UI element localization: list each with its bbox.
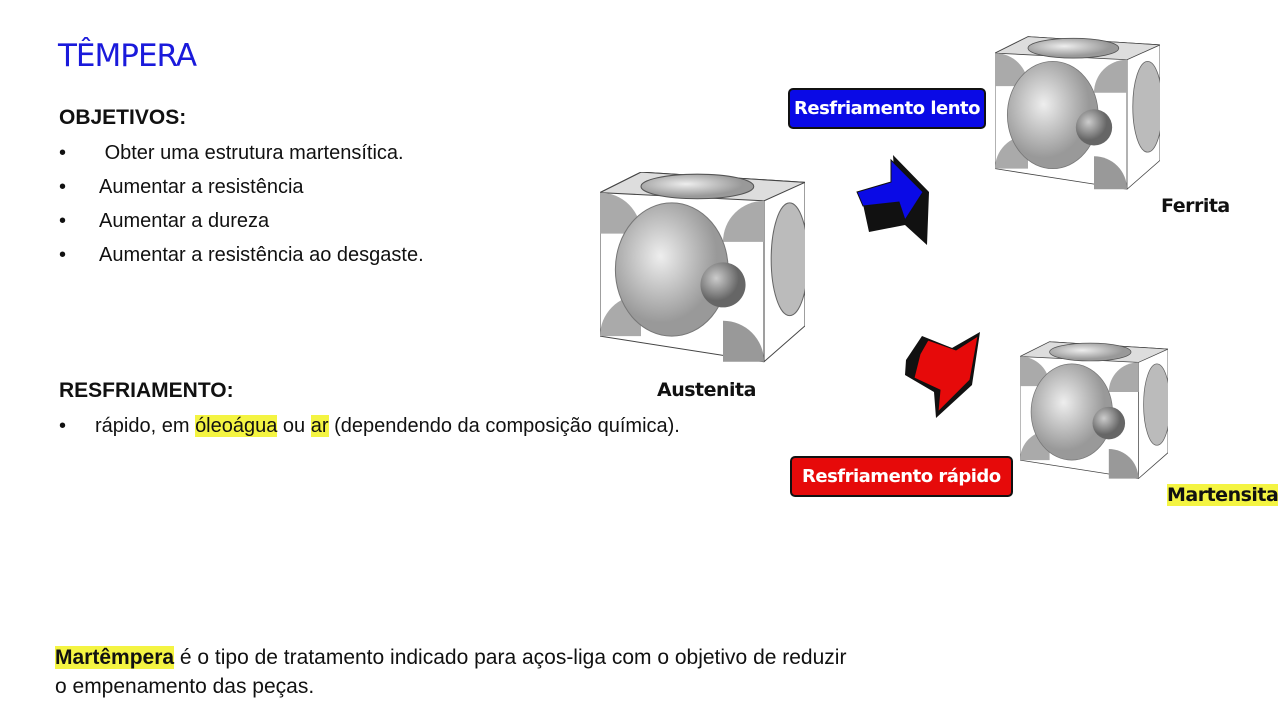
austenita-cube-image <box>600 172 805 367</box>
list-item: • Aumentar a resistência ao desgaste. <box>59 244 424 266</box>
list-item: • Aumentar a resistência <box>59 176 304 198</box>
list-item: • rápido, em óleoágua ou ar (dependendo da composição química). <box>59 415 680 437</box>
resfriamento-lento-label: Resfriamento lento <box>788 88 986 129</box>
slow-arrow-icon <box>855 150 935 250</box>
footer-note: Martêmpera é o tipo de tratamento indicado para aços-liga com o objetivo de reduzir o empenamento das peças. <box>55 646 847 698</box>
resfriamento-rapido-label: Resfriamento rápido <box>790 456 1013 497</box>
martensita-label: Martensita <box>1167 484 1279 506</box>
ferrita-cube-image <box>995 35 1160 195</box>
list-item: • Obter uma estrutura martensítica. <box>59 142 404 164</box>
slide-title: TÊMPERA <box>58 38 197 74</box>
martensita-cube-image <box>1020 322 1168 502</box>
list-item: • Aumentar a dureza <box>59 210 270 232</box>
austenita-label: Austenita <box>657 379 756 401</box>
ferrita-label: Ferrita <box>1161 195 1230 217</box>
fast-arrow-icon <box>900 330 985 425</box>
objetivos-heading: OBJETIVOS: <box>59 106 187 129</box>
resfriamento-heading: RESFRIAMENTO: <box>59 379 234 402</box>
